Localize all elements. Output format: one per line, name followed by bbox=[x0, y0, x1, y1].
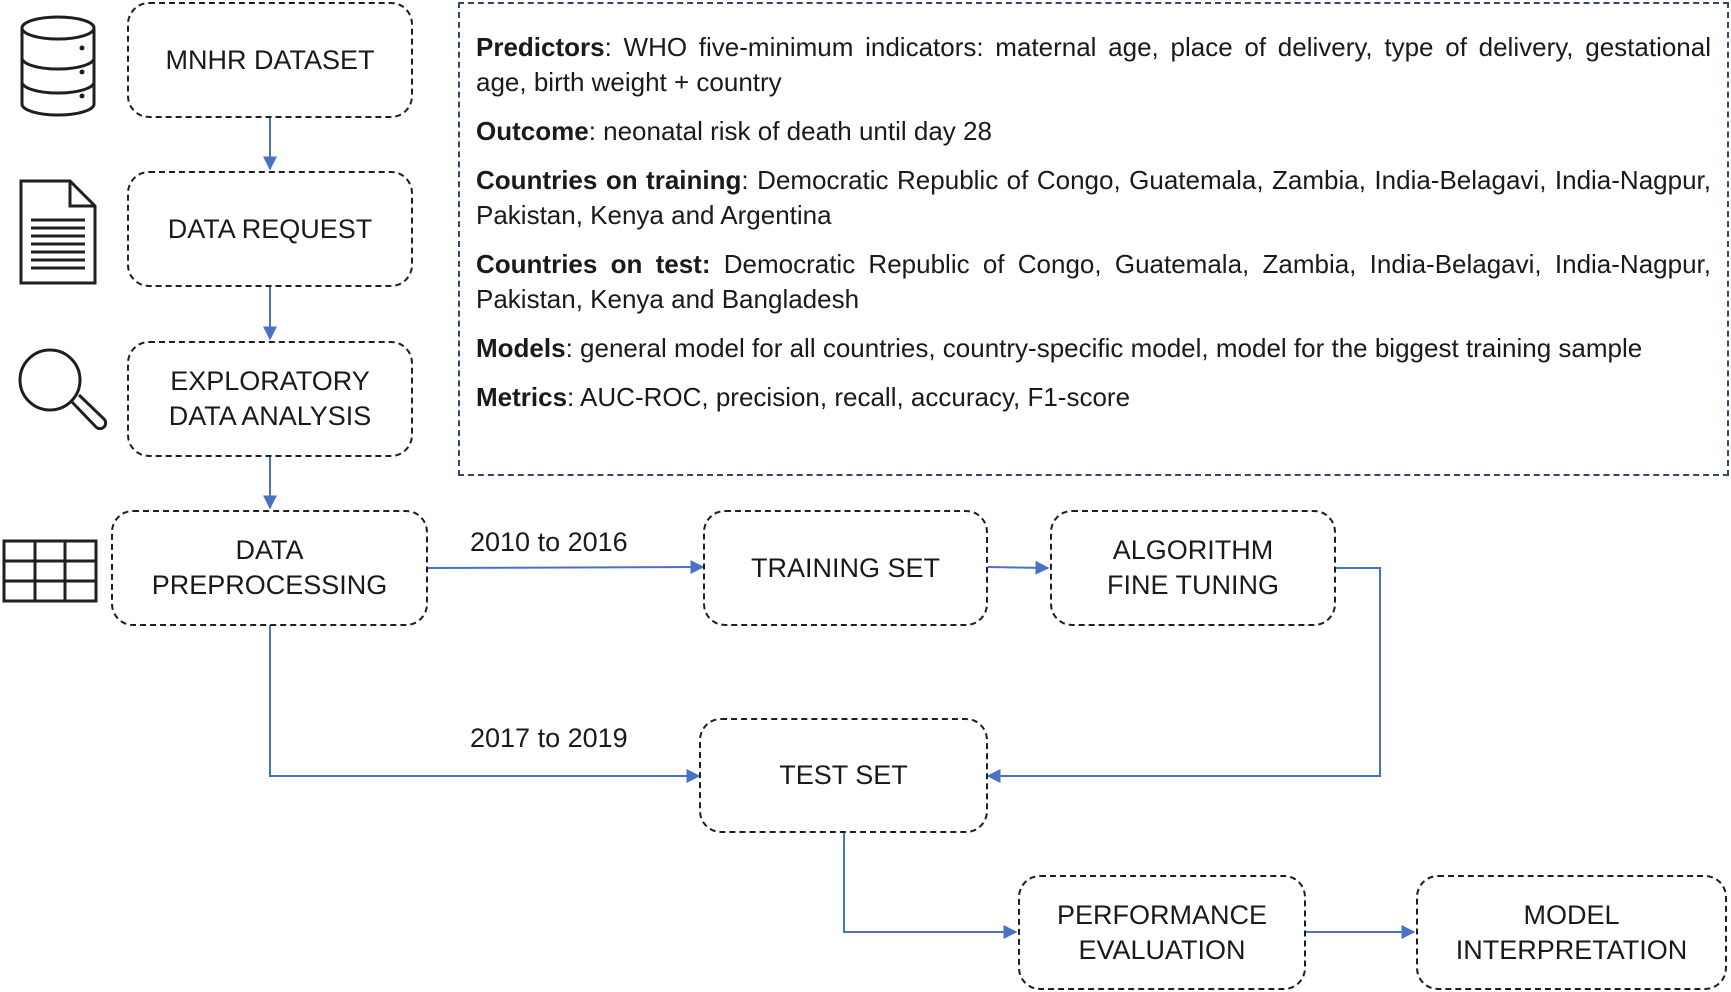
edge-label-test-period: 2017 to 2019 bbox=[470, 723, 628, 753]
info-metrics-text: : AUC-ROC, precision, recall, accuracy, F1-score bbox=[567, 382, 1131, 412]
info-models-text: : general model for all countries, country-specific model, model for the biggest training sample bbox=[565, 333, 1643, 363]
info-countries-test-label: Countries on test: bbox=[476, 249, 711, 279]
database-icon bbox=[18, 14, 98, 118]
info-metrics-label: Metrics bbox=[476, 382, 568, 412]
node-model-interpretation bbox=[1416, 875, 1727, 990]
document-icon bbox=[18, 178, 98, 286]
node-data-request-label: DATA REQUEST bbox=[167, 213, 373, 244]
node-performance-line1: PERFORMANCE bbox=[1056, 899, 1267, 930]
node-fine-tuning-line2: FINE TUNING bbox=[1106, 570, 1279, 600]
node-preprocessing-line2: PREPROCESSING bbox=[151, 570, 388, 600]
info-outcome-label: Outcome bbox=[476, 116, 589, 146]
edge-label-train-period: 2010 to 2016 bbox=[470, 527, 628, 557]
info-outcome bbox=[476, 114, 1711, 149]
node-test-set-label: TEST SET bbox=[779, 760, 908, 790]
magnifier-icon bbox=[16, 346, 108, 436]
edge-training-tuning bbox=[988, 567, 1048, 568]
info-countries-training-label: Countries on training bbox=[476, 165, 742, 195]
info-models bbox=[476, 331, 1711, 366]
node-training-set-label: TRAINING SET bbox=[750, 552, 940, 583]
study-details-panel bbox=[458, 2, 1729, 476]
node-data-request bbox=[127, 171, 413, 287]
node-preprocessing-line1: DATA bbox=[235, 535, 304, 565]
info-countries-test-text: Democratic Republic of Congo, Guatemala, Zambia, India-Belagavi, India-Nagpur, Pakistan, Kenya and Bangladesh bbox=[476, 249, 1711, 314]
node-performance-evaluation bbox=[1018, 875, 1306, 990]
info-metrics bbox=[476, 380, 1711, 415]
node-performance-line2: EVALUATION bbox=[1078, 934, 1246, 965]
node-fine-tuning-line1: ALGORITHM bbox=[1112, 535, 1274, 565]
node-data-preprocessing bbox=[111, 510, 428, 626]
node-exploratory-line2: DATA ANALYSIS bbox=[168, 401, 372, 431]
edge-test-performance bbox=[844, 833, 1016, 932]
info-predictors bbox=[476, 30, 1711, 100]
info-outcome-text: : neonatal risk of death until day 28 bbox=[588, 116, 992, 146]
node-interpretation-line2: INTERPRETATION bbox=[1455, 934, 1688, 965]
info-countries-training-text: : Democratic Republic of Congo, Guatemala, Zambia, India-Belagavi, India-Nagpur, Pakistan, Kenya and Argentina bbox=[476, 165, 1711, 230]
info-predictors-text: : WHO five-minimum indicators: maternal age, place of delivery, type of delivery, gestational age, birth weight + country bbox=[476, 32, 1711, 97]
node-algorithm-fine-tuning bbox=[1050, 510, 1336, 626]
info-countries-test bbox=[476, 247, 1711, 317]
info-predictors-label: Predictors bbox=[476, 32, 605, 62]
edge-preprocessing-training bbox=[428, 567, 703, 568]
info-models-label: Models bbox=[476, 333, 566, 363]
info-countries-training bbox=[476, 163, 1711, 233]
node-mnhr-dataset bbox=[127, 2, 413, 118]
table-icon bbox=[2, 539, 98, 603]
node-test-set bbox=[699, 718, 988, 833]
node-exploratory-line1: EXPLORATORY bbox=[170, 366, 370, 396]
node-mnhr-dataset-label: MNHR DATASET bbox=[165, 44, 375, 75]
node-training-set bbox=[703, 510, 988, 626]
node-interpretation-line1: MODEL bbox=[1523, 899, 1620, 930]
node-exploratory-data-analysis bbox=[127, 341, 413, 457]
